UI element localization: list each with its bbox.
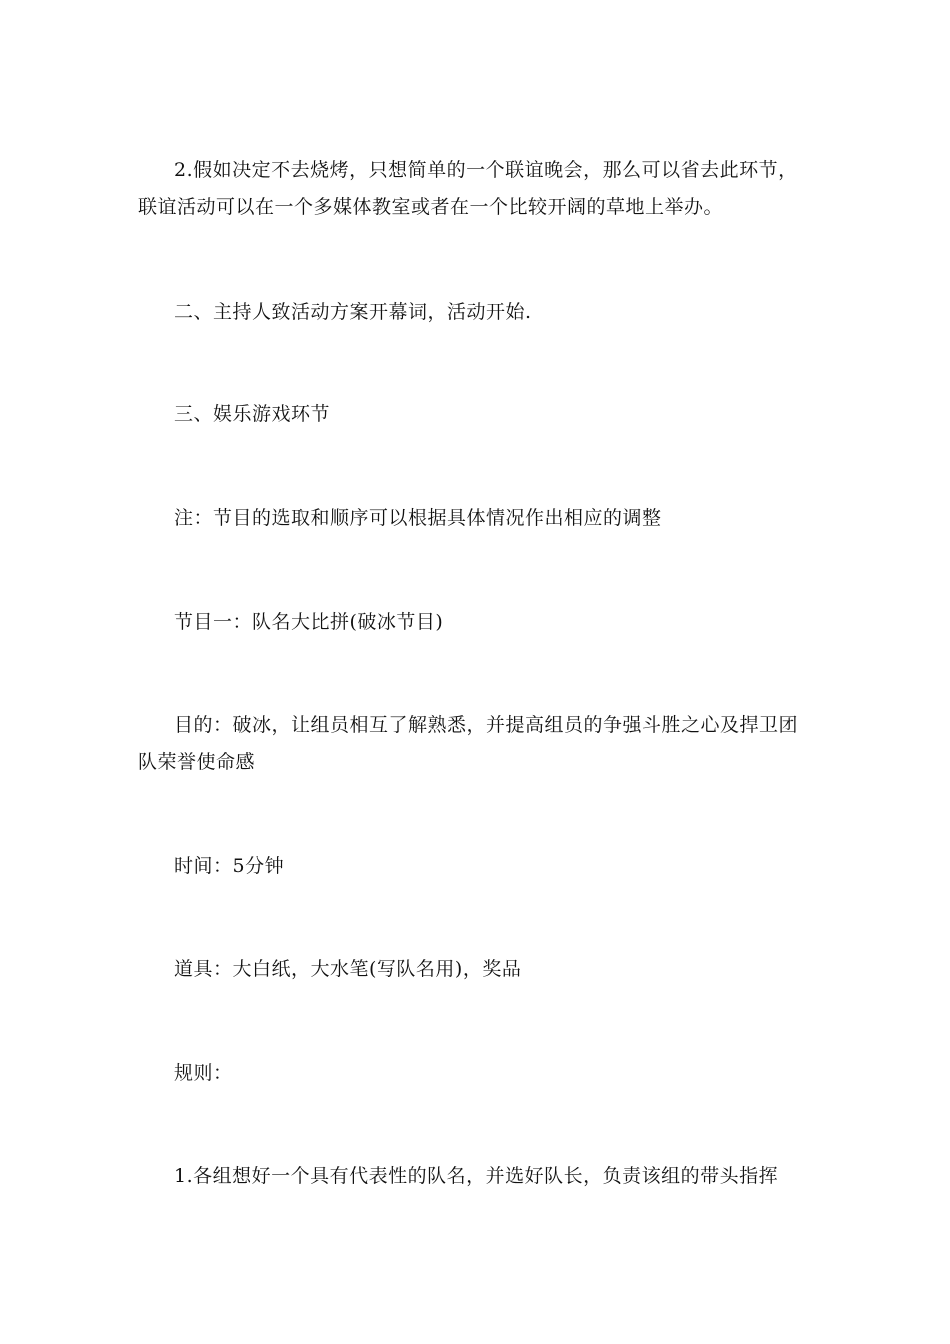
- paragraph-bbq-alternative: 2.假如决定不去烧烤，只想简单的一个联谊晚会，那么可以省去此环节，联谊活动可以在一个多媒体教室或者在一个比较开阔的草地上举办。: [138, 159, 798, 218]
- section-heading-opening-speech: 二、主持人致活动方案开幕词，活动开始.: [174, 301, 532, 323]
- section-heading-games: 三、娱乐游戏环节: [174, 403, 331, 425]
- paragraph-time: 时间：5分钟: [174, 855, 285, 877]
- paragraph-note: 注：节目的选取和顺序可以根据具体情况作出相应的调整: [174, 507, 662, 529]
- program-one-title: 节目一：队名大比拼(破冰节目): [174, 611, 444, 633]
- paragraph-rule-one: 1.各组想好一个具有代表性的队名，并选好队长，负责该组的带头指挥: [174, 1165, 779, 1187]
- paragraph-props: 道具：大白纸，大水笔(写队名用)，奖品: [174, 958, 522, 980]
- paragraph-purpose: 目的：破冰，让组员相互了解熟悉，并提高组员的争强斗胜之心及捍卫团队荣誉使命感: [138, 714, 799, 773]
- paragraph-rules-heading: 规则：: [174, 1062, 233, 1084]
